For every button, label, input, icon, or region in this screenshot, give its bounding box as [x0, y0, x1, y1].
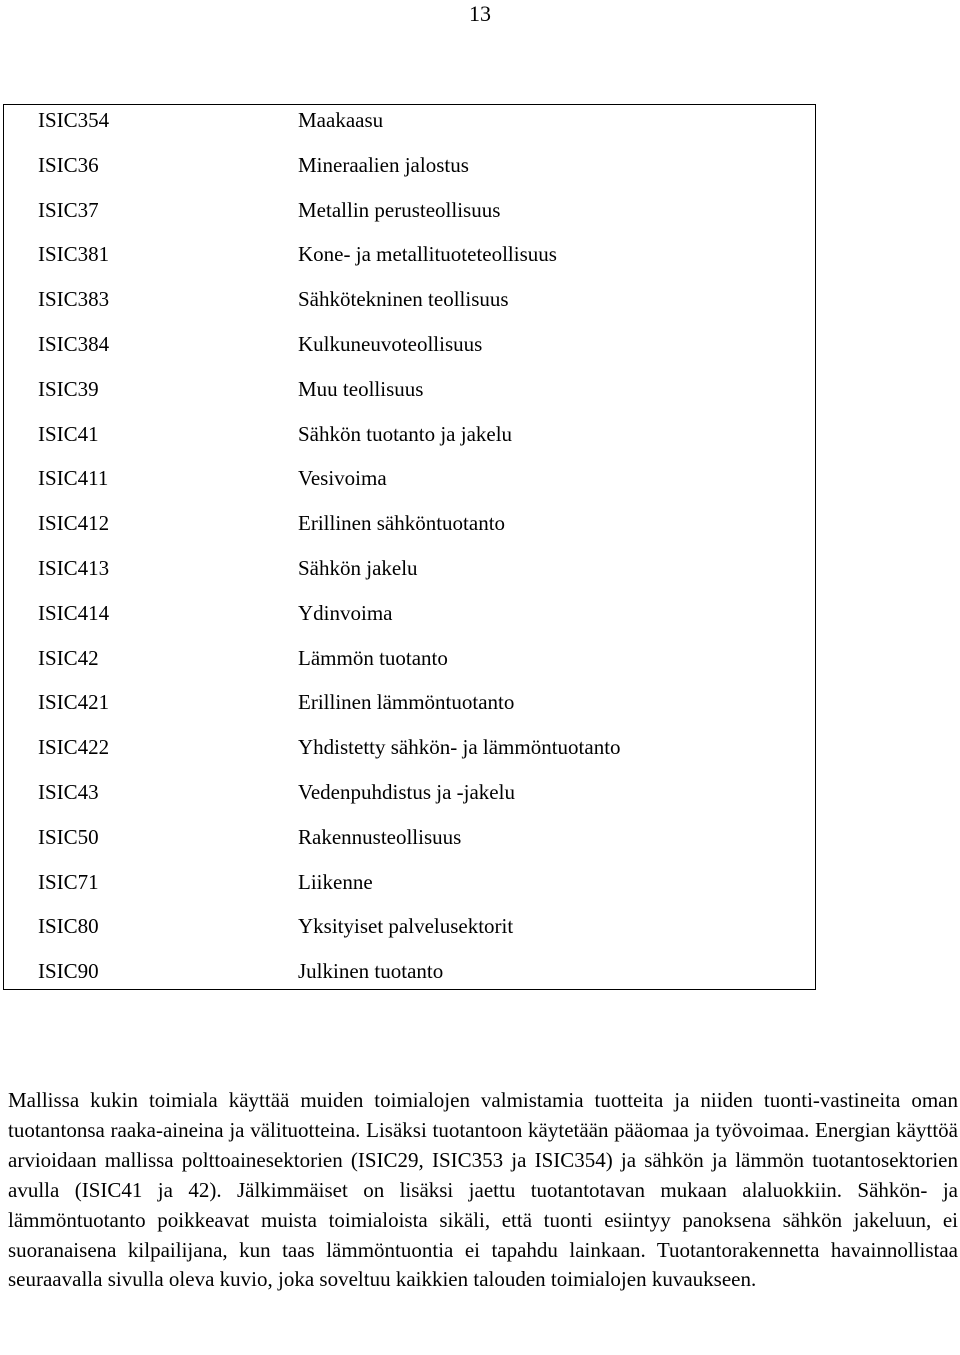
- table-row: [4, 822, 815, 867]
- table-row: [4, 598, 815, 643]
- table-row: [4, 732, 815, 777]
- sector-label: Kulkuneuvoteollisuus: [298, 332, 483, 356]
- isic-code: ISIC422: [38, 735, 110, 760]
- isic-code: ISIC381: [38, 242, 110, 267]
- isic-code: ISIC50: [38, 824, 99, 849]
- table-row: [4, 553, 815, 598]
- table-row: [4, 911, 815, 956]
- sector-label: Ydinvoima: [298, 600, 393, 625]
- table-row: [4, 867, 815, 912]
- isic-code: ISIC383: [38, 287, 110, 312]
- sector-label: Yhdistetty sähkön- ja lämmöntuotanto: [298, 735, 621, 760]
- sector-label: Julkinen tuotanto: [298, 959, 444, 984]
- table-row: [4, 284, 815, 329]
- table-row: [4, 105, 815, 150]
- page-number: 13: [469, 1, 491, 26]
- isic-code: ISIC411: [38, 466, 109, 491]
- isic-code: ISIC80: [38, 914, 99, 939]
- isic-code: ISIC384: [38, 332, 110, 356]
- sector-label: Vedenpuhdistus ja -jakelu: [298, 780, 515, 804]
- isic-code: ISIC421: [38, 690, 110, 715]
- table-row: [4, 463, 815, 508]
- sector-label: Sähkön tuotanto ja jakelu: [298, 421, 513, 446]
- sector-label: Erillinen sähköntuotanto: [298, 511, 506, 536]
- isic-code: ISIC39: [38, 376, 99, 401]
- isic-code: ISIC42: [38, 645, 99, 670]
- sector-label: Liikenne: [298, 869, 373, 894]
- sector-label: Mineraalien jalostus: [298, 152, 469, 177]
- table-row: [4, 419, 815, 464]
- isic-code: ISIC41: [38, 421, 99, 446]
- sector-label: Metallin perusteollisuus: [298, 197, 501, 222]
- isic-code: ISIC354: [38, 108, 110, 132]
- sector-label: Sähkön jakelu: [298, 556, 418, 580]
- sector-label: Lämmön tuotanto: [298, 645, 448, 670]
- table-row: [4, 643, 815, 688]
- table-row: [4, 508, 815, 553]
- sector-label: Kone- ja metallituoteteollisuus: [298, 242, 557, 267]
- table-row: [4, 150, 815, 195]
- isic-code: ISIC36: [38, 152, 99, 177]
- sector-label: Rakennusteollisuus: [298, 824, 462, 849]
- table-row: [4, 195, 815, 240]
- table-row: [4, 239, 815, 284]
- sector-label: Maakaasu: [298, 108, 384, 132]
- sector-label: Yksityiset palvelusektorit: [298, 914, 514, 939]
- table-row: [4, 374, 815, 419]
- table-row: [4, 956, 815, 1001]
- table-row: [4, 687, 815, 732]
- isic-code: ISIC413: [38, 556, 110, 580]
- table-row: [4, 777, 815, 822]
- isic-code: ISIC37: [38, 197, 99, 222]
- sector-label: Vesivoima: [298, 466, 387, 491]
- isic-code: ISIC412: [38, 511, 110, 536]
- isic-code: ISIC414: [38, 600, 110, 625]
- sector-label: Muu teollisuus: [298, 376, 424, 401]
- sector-label: Sähkötekninen teollisuus: [298, 287, 509, 312]
- isic-code: ISIC71: [38, 869, 99, 894]
- sector-label: Erillinen lämmöntuotanto: [298, 690, 515, 715]
- body-paragraph: Mallissa kukin toimiala käyttää muiden toimialojen valmistamia tuotteita ja niiden tuonti-vastineita oman tuotantonsa raaka-aineina ja välituotteina. Lisäksi tuotantoon käytetään pääomaa ja työvoimaa. Energian käyttöä arvioidaan mallissa polttoainesektorien (ISIC29, ISIC353 ja ISIC354) ja sähkön ja lämmön tuotantosektorien avulla (ISIC41 ja 42). Jälkimmäiset on lisäksi jaettu tuotantotavan mukaan alaluokkiin. Sähkön- ja lämmöntuotanto poikkeavat muista toimialoista sikäli, että tuonti esiintyy panoksena sähkön jakeluun, ei suoranaisena kilpailijana, kun taas lämmöntuontia ei tapahdu lainkaan. Tuotantorakennetta havainnollistaa seuraavalla sivulla oleva kuvio, joka soveltuu kaikkien talouden toimialojen kuvaukseen.: [8, 1088, 958, 1292]
- isic-code-table: [3, 104, 816, 990]
- isic-code: ISIC43: [38, 780, 99, 804]
- isic-code: ISIC90: [38, 959, 99, 984]
- table-row: [4, 329, 815, 374]
